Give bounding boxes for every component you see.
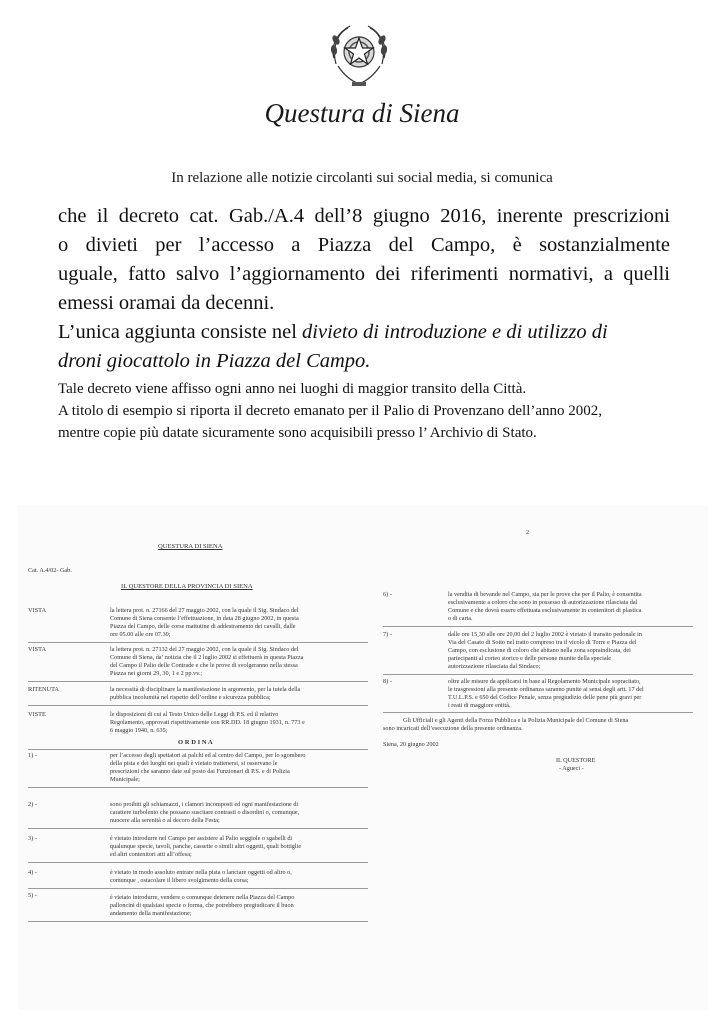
statement-line: o divieti per l’accesso a Piazza del Campo, è sostanzialmente bbox=[58, 234, 670, 256]
order-line: le trasgressioni alla presente ordinanza saranno punite ai sensi degli artt. 17 del bbox=[448, 686, 644, 693]
premise-line: ore 05.00 alle ore 07.30; bbox=[110, 631, 171, 638]
divider bbox=[28, 787, 368, 788]
order-line: per l’accesso degli spettatori ai palchi ed al centro del Campo, per lo sgombero bbox=[110, 752, 306, 759]
premise-line: del Campo il Palio delle Contrade e che le prove di svolgeranno nella stessa bbox=[110, 662, 298, 669]
divider bbox=[28, 921, 368, 922]
order-line: esclusivamente a coloro che sono in possesso di autorizzazione rilasciata dal bbox=[448, 599, 638, 606]
order-line: la vendita di bevande nel Campo, sia per le prove che per il Palio, è consentita bbox=[448, 591, 642, 598]
ordina-heading: O R D I N A bbox=[178, 739, 213, 746]
drone-ban-line: droni giocattolo in Piazza del Campo. bbox=[58, 350, 371, 372]
note-line: Tale decreto viene affisso ogni anno nei luoghi di maggior transito della Città. bbox=[58, 381, 527, 397]
order-line: Municipale; bbox=[110, 776, 140, 783]
divider bbox=[383, 626, 693, 627]
closing-line: Gli Ufficiali e gli Agenti della Forza Pubblica e la Polizia Municipale del Comune di Siena bbox=[403, 717, 629, 724]
premise-label: VISTA bbox=[28, 607, 47, 614]
order-number: 5) - bbox=[28, 892, 37, 899]
order-line: dalle ore 15,30 alle ore 20,00 del 2 luglio 2002 è vietato il transito pedonale in bbox=[448, 631, 642, 638]
order-line: è vietato introdurre, vendere o comunque detenere nella Piazza del Campo bbox=[110, 894, 295, 901]
decree-place-date: Siena, 20 giugno 2002 bbox=[383, 741, 439, 748]
decree-office: QUESTURA DI SIENA bbox=[158, 543, 223, 550]
order-line: ed altri contenitori atti all’offesa; bbox=[110, 851, 192, 858]
order-number: 6) - bbox=[383, 591, 392, 598]
order-line: prescrizioni che saranno date sul posto dai Funzionari di P.S. e di Polizia bbox=[110, 768, 290, 775]
order-number: 4) - bbox=[28, 869, 37, 876]
decree-scan bbox=[18, 505, 708, 1010]
divider bbox=[383, 712, 693, 713]
decree-authority: IL QUESTORE DELLA PROVINCIA DI SIENA bbox=[121, 583, 253, 590]
premise-line: la lettera prot. n. 27166 del 27 maggio 2002, con la quale il Sig. Sindaco del bbox=[110, 607, 299, 614]
order-number: 7) - bbox=[383, 631, 392, 638]
divider bbox=[28, 705, 368, 706]
premise-line: Regolamento, approvati rispettivamente con RR.DD. 18 giugno 1931, n. 773 e bbox=[110, 719, 305, 726]
order-line: Via del Casato di Sotto nel tratto compreso tra il vicolo di Torre e Piazza del bbox=[448, 639, 637, 646]
order-line: Campo, con esclusione di coloro che abitano nella zona sopraindicata, dei bbox=[448, 647, 631, 654]
order-line: sono proibiti gli schiamazzi, i clamori incomposti ed ogni manifestazione di bbox=[110, 801, 299, 808]
order-number: 1) - bbox=[28, 752, 37, 759]
statement-line bbox=[58, 318, 670, 346]
divider bbox=[28, 749, 368, 750]
decree-cat: Cat. A.4/02- Gab. bbox=[28, 567, 72, 574]
order-line: T.U.L.P.S. e 650 del Codice Penale, senza pregiudizio delle pene più gravi per bbox=[448, 694, 642, 701]
divider bbox=[28, 681, 368, 682]
premise-line: le disposizioni di cui al Testo Unico delle Leggi di P.S. ed il relativo bbox=[110, 711, 279, 718]
order-line: Comune e che dovrà essere effettuata esclusivamente in contenitori di plastica bbox=[448, 607, 642, 614]
divider bbox=[383, 674, 693, 675]
statement-text: L’unica aggiunta consiste nel bbox=[58, 321, 303, 343]
order-number: 8) - bbox=[383, 678, 392, 685]
statement-line: emessi oramai da decenni. bbox=[58, 292, 275, 314]
order-line: carattere turbolento che possano suscitare contrasti o disordini o, comunque, bbox=[110, 809, 300, 816]
order-line: o di carta. bbox=[448, 615, 473, 622]
statement-line: che il decreto cat. Gab./A.4 dell’8 giugno 2016, inerente prescrizioni bbox=[58, 205, 670, 227]
italian-republic-emblem-icon bbox=[328, 20, 390, 92]
statement-line: uguale, fatto salvo l’aggiornamento dei riferimenti normativi, a quelli bbox=[58, 263, 670, 285]
premise-line: la lettera prot. n. 27132 del 27 maggio 2002, con la quale il Sig. Sindaco del bbox=[110, 646, 299, 653]
divider bbox=[28, 642, 368, 643]
order-line: della pista e dei luoghi nei quali è vietato trattenersi, si osservano le bbox=[110, 760, 278, 767]
premise-line: pubblica incolumità nel rispetto dell’ordine e sicurezza pubblica; bbox=[110, 694, 271, 701]
premise-line: Piazza del Campo, delle corse mattutine di addestramento dei cavalli, dalle bbox=[110, 623, 296, 630]
intro-line: In relazione alle notizie circolanti sui social media, si comunica bbox=[171, 170, 553, 186]
order-line: palloncini di qualsiasi specie o forma, che potrebbero pregiudicare il buon bbox=[110, 902, 294, 909]
divider bbox=[28, 862, 368, 863]
signature-title: IL QUESTORE bbox=[556, 757, 596, 764]
order-line: i reati di maggiore entità. bbox=[448, 702, 511, 709]
signature-name: - Agueci - bbox=[559, 765, 584, 772]
order-line: è vietato introdurre nel Campo per assistere al Palio seggiole o sgabelli di bbox=[110, 835, 293, 842]
drone-ban-text: divieto di introduzione e di utilizzo di bbox=[302, 321, 608, 343]
premise-line: Comune di Siena, da’ notizia che il 2 luglio 2002 si effettuerà in questa Piazza bbox=[110, 654, 304, 661]
closing-line: sono incaricati dell’esecuzione della presente ordinanza. bbox=[383, 725, 523, 732]
order-line: autorizzazione rilasciata dal Sindaco; bbox=[448, 663, 541, 670]
order-line: comunque , ostacolare il libero svolgimento della corsa; bbox=[110, 877, 249, 884]
premise-label: VISTA bbox=[28, 646, 47, 653]
order-number: 2) - bbox=[28, 801, 37, 808]
divider bbox=[28, 828, 368, 829]
divider bbox=[28, 888, 368, 889]
premise-label: VISTE bbox=[28, 711, 46, 718]
premise-label: RITENUTA bbox=[28, 686, 59, 693]
order-number: 3) - bbox=[28, 835, 37, 842]
note-line: mentre copie più datate sicuramente sono acquisibili presso l’ Archivio di Stato. bbox=[58, 425, 537, 441]
order-line: andamento della manifestazione; bbox=[110, 910, 192, 917]
order-line: oltre alle misure da applicarsi in base al Regolamento Municipale sopracitato, bbox=[448, 678, 641, 685]
premise-line: 6 maggio 1940, n. 635; bbox=[110, 727, 168, 734]
premise-line: Comune di Siena consente l’effettuazione, in data 28 giugno 2002, in questa bbox=[110, 615, 299, 622]
office-title: Questura di Siena bbox=[264, 98, 460, 128]
decree-page-number: 2 bbox=[526, 529, 530, 536]
order-line: nuocere alla serenità o al decoro della Festa; bbox=[110, 817, 220, 824]
order-line: partecipanti al corteo storico e delle persone munite della speciale bbox=[448, 655, 612, 662]
order-line: qualunque specie, tavoli, panche, cassette o simili altri oggetti, quali bottiglie bbox=[110, 843, 302, 850]
order-line: è vietato in modo assoluto entrare nella pista o lanciare oggetti od altro o, bbox=[110, 869, 292, 876]
premise-line: la necessità di disciplinare la manifestazione in argomento, per la tutela della bbox=[110, 686, 301, 693]
premise-line: Piazza nei giorni 29, 30, 1 e 2 pp.vv.; bbox=[110, 670, 203, 677]
note-line: A titolo di esempio si riporta il decreto emanato per il Palio di Provenzano dell’anno 2002, bbox=[58, 403, 603, 419]
